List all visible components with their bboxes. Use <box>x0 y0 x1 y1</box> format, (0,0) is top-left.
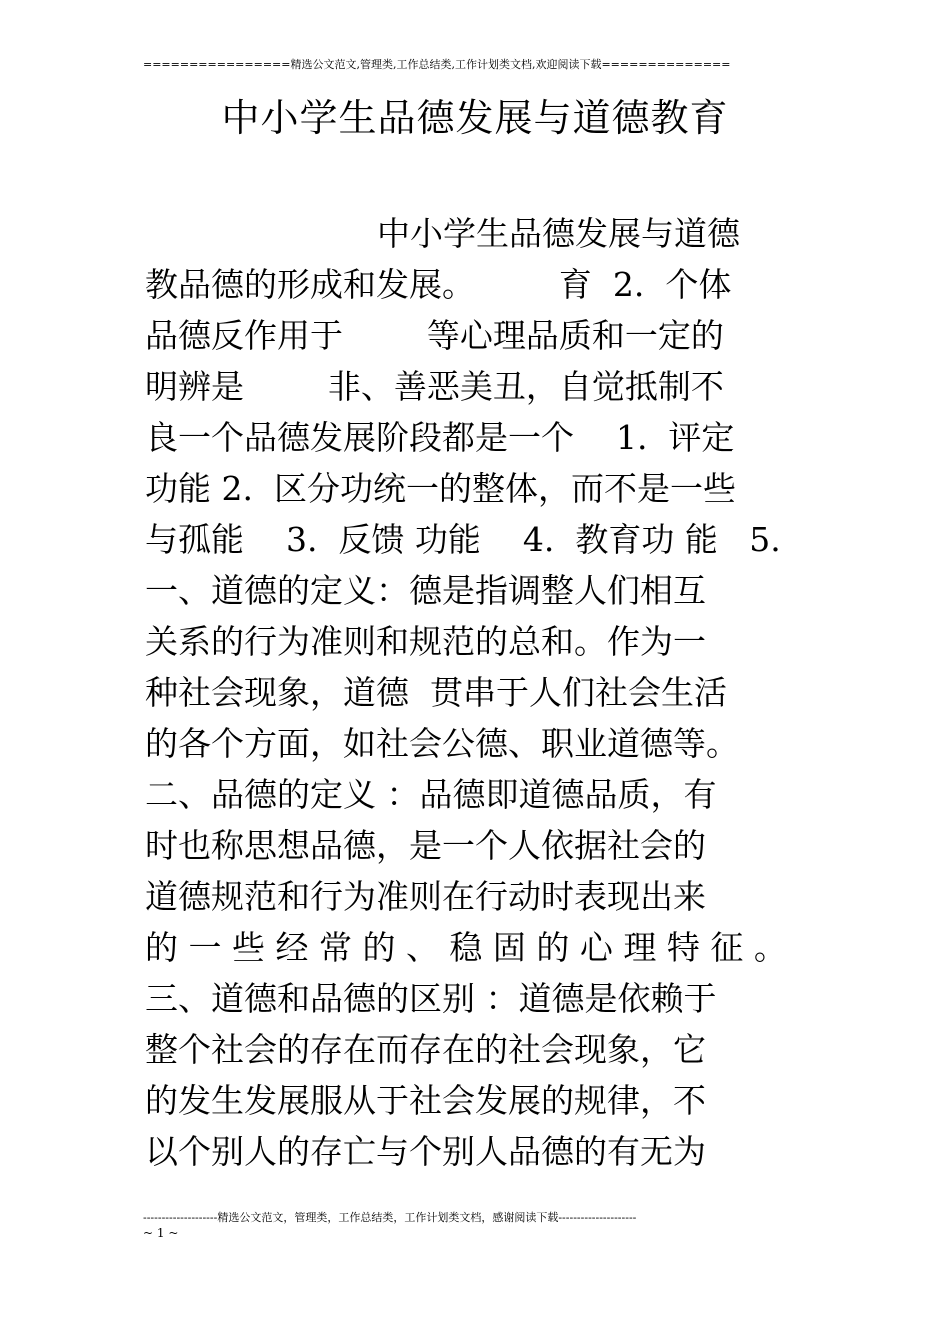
body-line: 教品德的形成和发展。 育 2. 个体 <box>145 265 732 304</box>
body-line: 道德规范和行为准则在行动时表现出来 <box>145 877 706 916</box>
body-line: 的发生发展服从于社会发展的规律，不 <box>145 1081 706 1120</box>
body-line: 整个社会的存在而存在的社会现象，它 <box>145 1030 706 1069</box>
document-title: 中小学生品德发展与道德教育 <box>221 96 729 140</box>
body-line: 品德反作用于 等心理品质和一定的 <box>145 316 724 355</box>
header-banner: ================精选公文范文,管理类,工作总结类,工作计划类文档,欢迎阅读下载============== <box>143 58 731 71</box>
body-line: 明辨是 非、善恶美丑，自觉抵制不 <box>145 367 724 406</box>
body-line: 三、道德和品德的区别 ：道德是依赖于 <box>145 979 717 1018</box>
body-line: 的 一 些 经 常 的 、 稳 固 的 心 理 特 征 。 <box>145 928 787 967</box>
body-line: 关系的行为准则和规范的总和。作为一 <box>145 622 706 661</box>
body-line: 二、品德的定义 ：品德即道德品质，有 <box>145 775 717 814</box>
body-line: 一、道德的定义：德是指调整人们相互 <box>145 571 706 610</box>
body-line: 良一个品德发展阶段都是一个 1. 评定 <box>145 418 735 457</box>
body-line: 与孤能 3. 反馈 功能 4. 教育功 能 5. <box>145 520 781 559</box>
body-line: 的各个方面，如社会公德、职业道德等。 <box>145 724 739 763</box>
body-line: 时也称思想品德，是一个人依据社会的 <box>145 826 706 865</box>
body-line: 种社会现象，道德 贯串于人们社会生活 <box>145 673 727 712</box>
document-body <box>145 208 815 1177</box>
page-number: ~ 1 ~ <box>143 1226 179 1240</box>
body-line: 中小学生品德发展与道德 <box>377 214 740 253</box>
body-line: 功能 2. 区分功统一的整体，而不是一些 <box>145 469 736 508</box>
footer-banner: --------------------精选公文范文，管理类，工作总结类，工作计划类文档，感谢阅读下载--------------------- <box>143 1211 637 1224</box>
body-line: 以个别人的存亡与个别人品德的有无为 <box>145 1132 706 1171</box>
